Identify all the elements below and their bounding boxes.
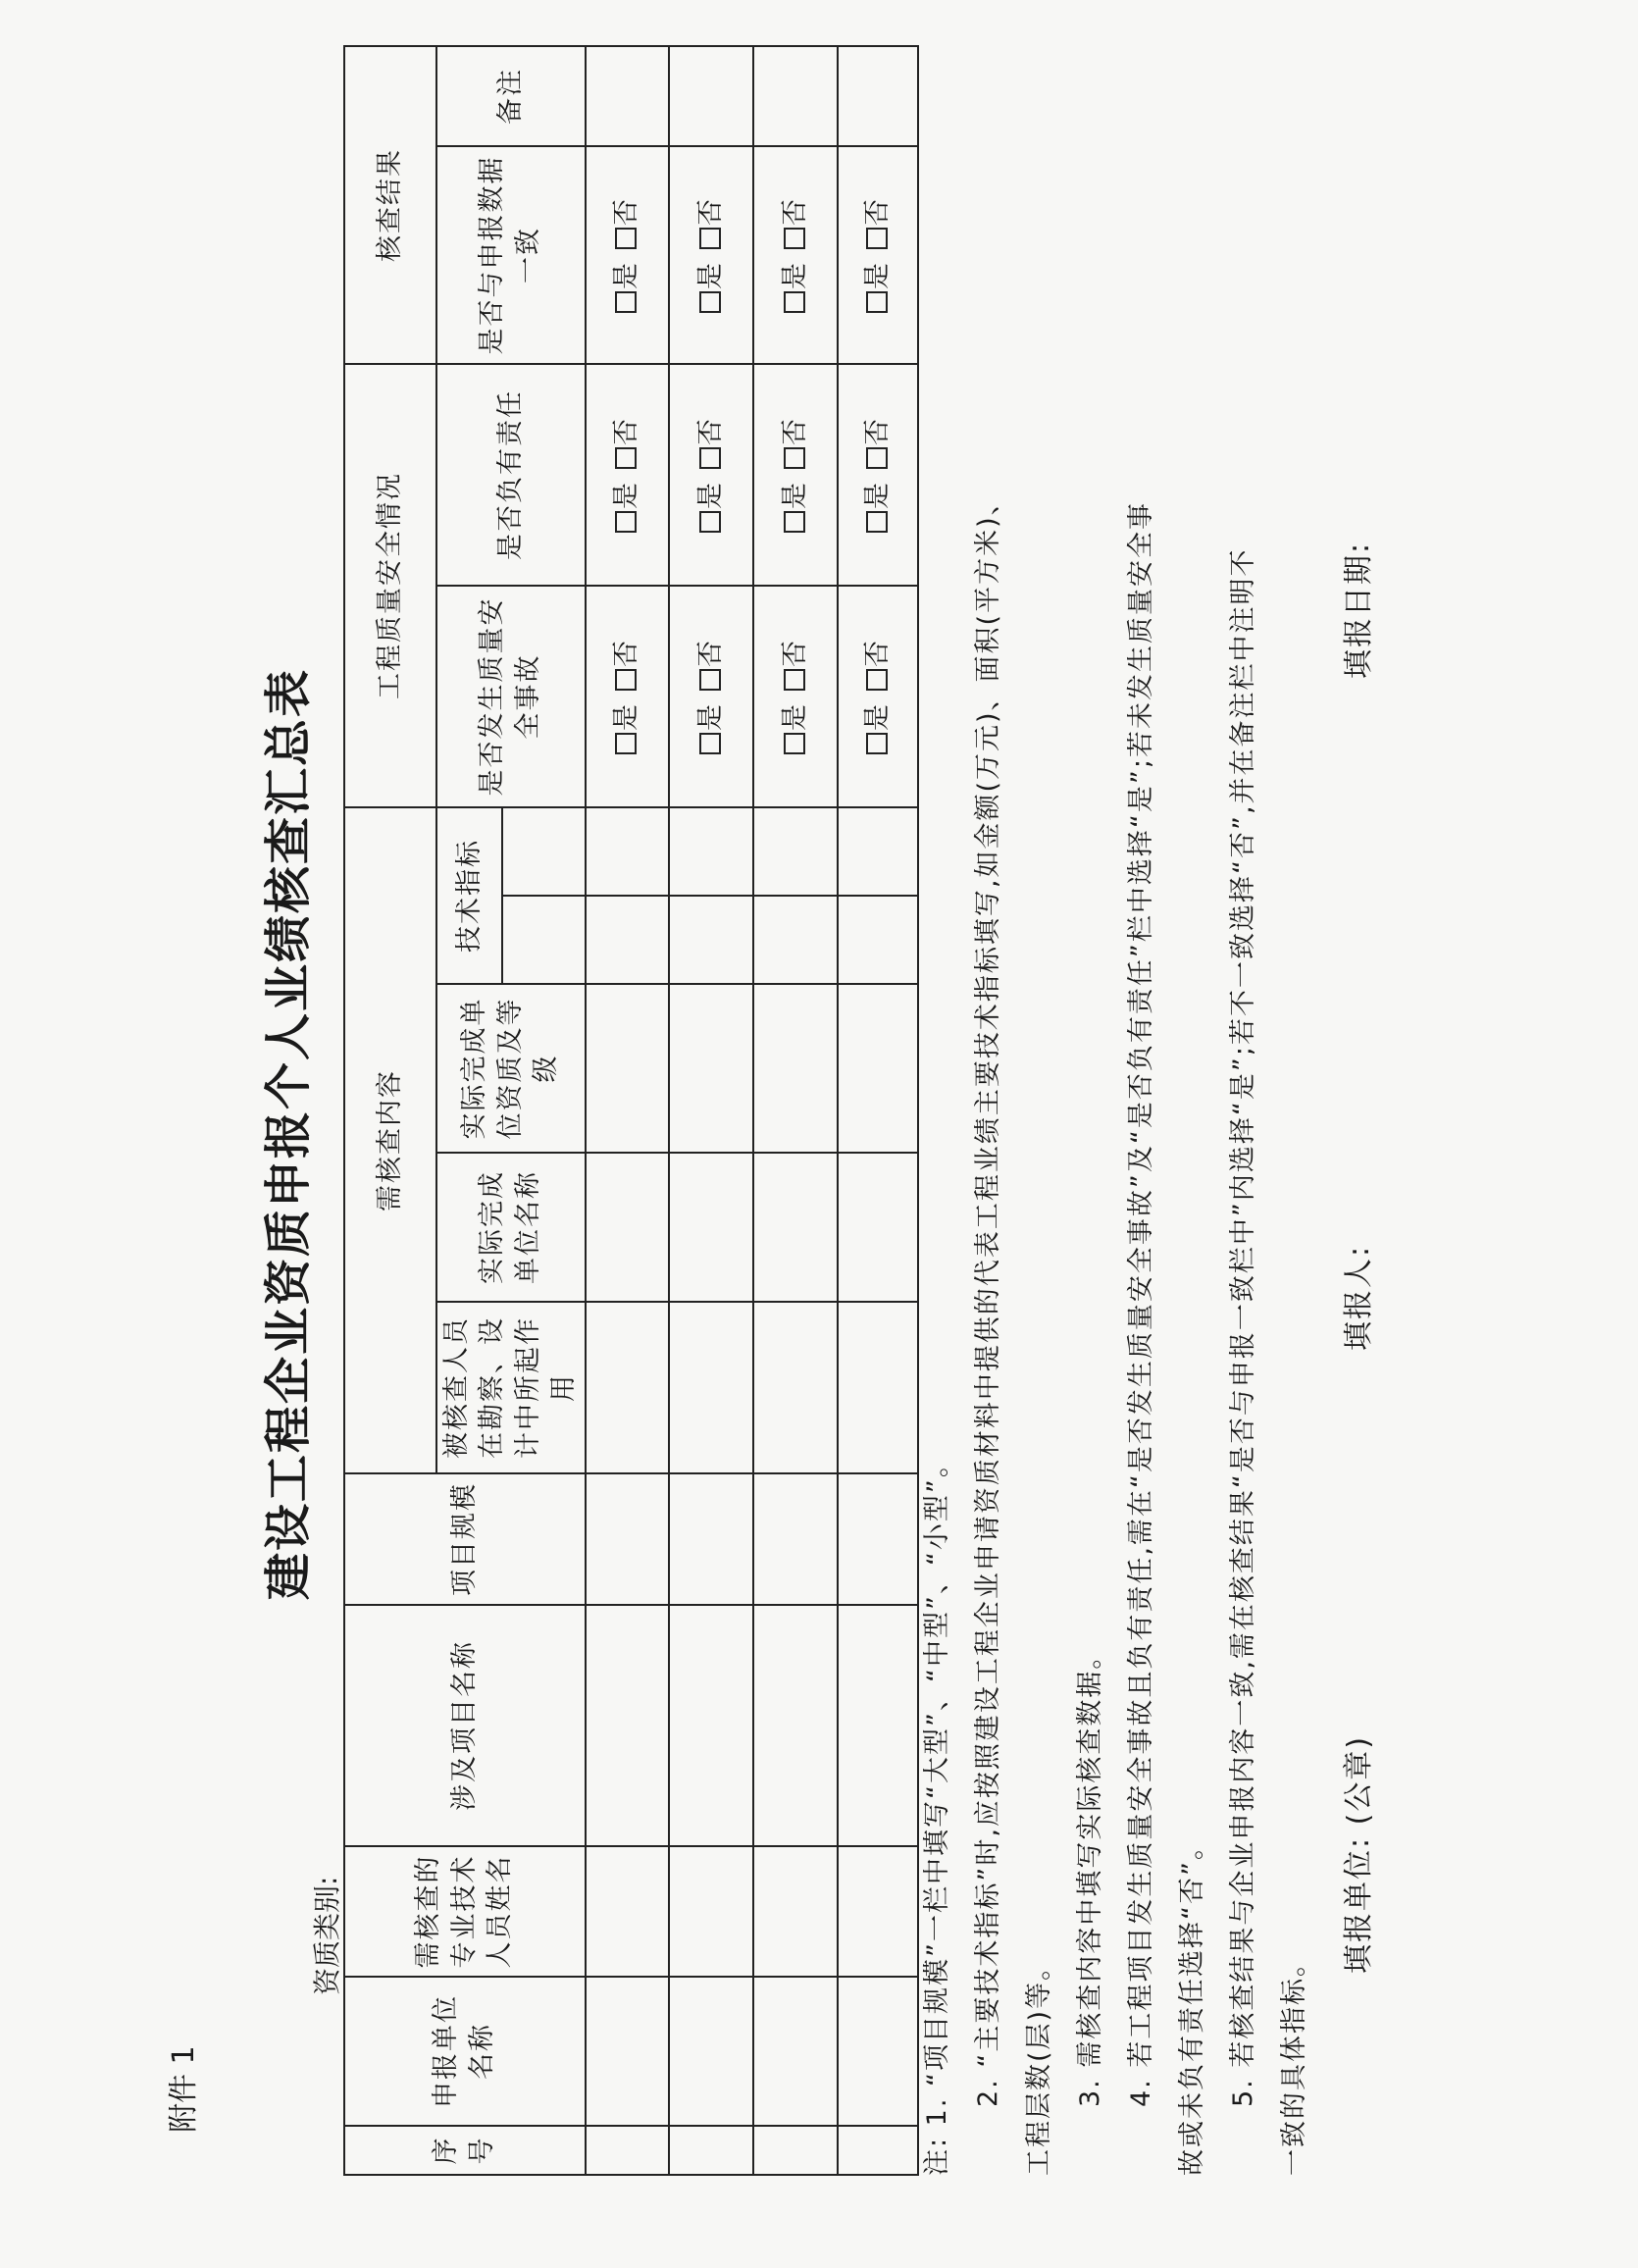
verification-table [343, 45, 919, 2176]
note-2-cont: 工程层数(层)等。 [1024, 1951, 1054, 2176]
checkbox-icon [699, 291, 721, 313]
responsible-choice [669, 364, 753, 586]
checkbox-icon [866, 447, 888, 469]
header-row-1 [344, 46, 436, 2175]
yes-checkbox[interactable]: 是 [860, 481, 896, 533]
checkbox-icon [699, 669, 721, 691]
page-title: 建设工程企业资质申报个人业绩核查汇总表 [261, 668, 316, 1601]
checkbox-icon [699, 733, 721, 754]
note-4: 4. 若工程项目发生质量安全事故且负有责任,需在“是否发生质量安全事故”及“是否负有责任”栏中选择“是”;若未发生质量安全事 [1126, 501, 1156, 2107]
filling-date-label: 填报日期: [1342, 541, 1376, 679]
consistent-choice [753, 146, 838, 364]
responsible-choice [753, 364, 838, 586]
no-checkbox[interactable]: 否 [609, 639, 644, 691]
no-checkbox[interactable]: 否 [609, 417, 644, 469]
no-checkbox[interactable]: 否 [609, 197, 644, 249]
checkbox-icon [615, 228, 637, 249]
accident-choice [669, 586, 753, 807]
no-checkbox[interactable]: 否 [860, 417, 896, 469]
header-project-name: 涉及项目名称 [344, 1605, 586, 1846]
accident-choice [586, 586, 669, 807]
consistent-choice [669, 146, 753, 364]
checkbox-icon [784, 669, 805, 691]
yes-checkbox[interactable]: 是 [778, 261, 813, 313]
checkbox-icon [784, 733, 805, 754]
note-4-cont: 故或未负有责任选择“否”。 [1177, 1831, 1207, 2176]
accident-choice [838, 586, 918, 807]
note-5-cont: 一致的具体指标。 [1279, 1948, 1309, 2176]
checkbox-icon [866, 228, 888, 249]
header-accident: 是否发生质量安全事故 [436, 586, 586, 807]
header-safety-group: 工程质量安全情况 [344, 364, 436, 807]
no-checkbox[interactable]: 否 [693, 417, 729, 469]
filling-unit-label: 填报单位: (公章) [1342, 1734, 1376, 1974]
header-verify-content: 需核查内容 [344, 807, 436, 1473]
yes-checkbox[interactable]: 是 [693, 481, 729, 533]
checkbox-icon [615, 733, 637, 754]
header-actual-qual: 实际完成单位资质及等级 [436, 984, 586, 1153]
accident-choice [753, 586, 838, 807]
header-project-scale: 项目规模 [344, 1473, 586, 1605]
yes-checkbox[interactable]: 是 [609, 481, 644, 533]
table-row [669, 46, 753, 2175]
header-result-group: 核查结果 [344, 46, 436, 364]
checkbox-icon [699, 228, 721, 249]
checkbox-icon [615, 447, 637, 469]
consistent-choice [838, 146, 918, 364]
note-2: 2. “主要技术指标”时,应按照建设工程企业申请资质材料中提供的代表工程业绩主要技术指标填写,如金额(万元)、面积(平方米)、 [973, 487, 1003, 2107]
notes-section [912, 47, 1320, 2176]
no-checkbox[interactable]: 否 [860, 639, 896, 691]
note-3: 3. 需核查内容中填写实际核查数据。 [1075, 1640, 1105, 2107]
checkbox-icon [699, 447, 721, 469]
yes-checkbox[interactable]: 是 [609, 702, 644, 754]
checkbox-icon [866, 669, 888, 691]
note-5: 5. 若核查结果与企业申报内容一致,需在核查结果“是否与申报一致栏中”内选择“是”;若不一致选择“否”,并在备注栏中注明不 [1228, 547, 1258, 2107]
checkbox-icon [784, 228, 805, 249]
header-actual-unit: 实际完成单位名称 [436, 1153, 586, 1302]
yes-checkbox[interactable]: 是 [778, 702, 813, 754]
checkbox-icon [784, 291, 805, 313]
checkbox-icon [784, 511, 805, 533]
table-row [838, 46, 918, 2175]
qualification-category-label: 资质类别: [311, 1876, 343, 1995]
header-responsible: 是否负有责任 [436, 364, 586, 586]
header-seq: 序号 [344, 2126, 586, 2175]
header-unit-name: 申报单位名称 [344, 1977, 586, 2126]
no-checkbox[interactable]: 否 [778, 417, 813, 469]
no-checkbox[interactable]: 否 [778, 639, 813, 691]
tech-index-sub-2 [502, 807, 585, 896]
yes-checkbox[interactable]: 是 [860, 261, 896, 313]
table-row [753, 46, 838, 2175]
checkbox-icon [699, 511, 721, 533]
no-checkbox[interactable]: 否 [860, 197, 896, 249]
checkbox-icon [615, 669, 637, 691]
header-role: 被核查人员在勘察、设计中所起作用 [436, 1302, 586, 1473]
no-checkbox[interactable]: 否 [693, 639, 729, 691]
header-tech-index: 技术指标 [436, 807, 502, 984]
table-row [586, 46, 669, 2175]
checkbox-icon [615, 511, 637, 533]
header-person-name: 需核查的专业技术人员姓名 [344, 1846, 586, 1977]
checkbox-icon [866, 291, 888, 313]
checkbox-icon [784, 447, 805, 469]
checkbox-icon [615, 291, 637, 313]
header-remark: 备注 [436, 46, 586, 146]
yes-checkbox[interactable]: 是 [609, 261, 644, 313]
attachment-label: 附件 1 [167, 2045, 201, 2133]
no-checkbox[interactable]: 否 [693, 197, 729, 249]
filler-label: 填报人: [1342, 1244, 1376, 1351]
checkbox-icon [866, 511, 888, 533]
no-checkbox[interactable]: 否 [778, 197, 813, 249]
checkbox-icon [866, 733, 888, 754]
yes-checkbox[interactable]: 是 [778, 481, 813, 533]
yes-checkbox[interactable]: 是 [860, 702, 896, 754]
responsible-choice [838, 364, 918, 586]
tech-index-sub-1 [502, 896, 585, 984]
responsible-choice [586, 364, 669, 586]
consistent-choice [586, 146, 669, 364]
yes-checkbox[interactable]: 是 [693, 702, 729, 754]
yes-checkbox[interactable]: 是 [693, 261, 729, 313]
header-consistent: 是否与申报数据一致 [436, 146, 586, 364]
note-1: 注: 1. “项目规模”一栏中填写“大型”、“中型”、“小型”。 [922, 1449, 952, 2176]
